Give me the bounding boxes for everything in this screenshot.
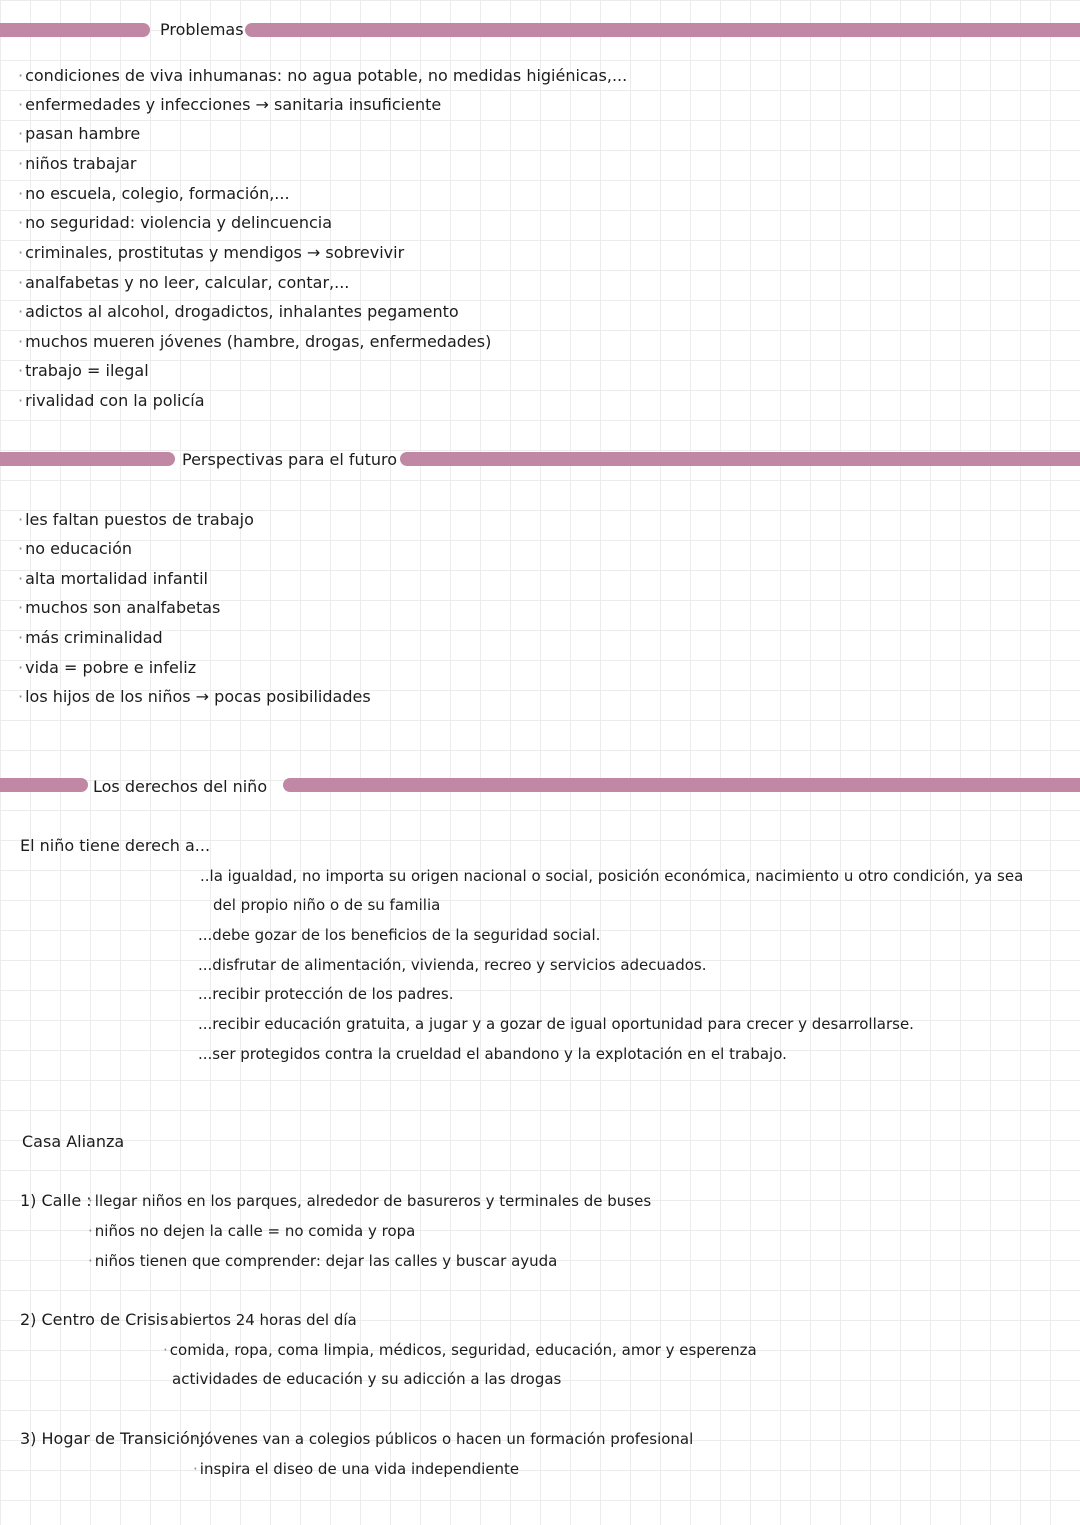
section-title-derechos: Los derechos del niño <box>93 777 268 796</box>
list-item: · analfabetas y no leer, calcular, contar,... <box>18 273 349 293</box>
list-item: · no escuela, colegio, formación,... <box>18 184 290 204</box>
list-item: · comida, ropa, coma limpia, médicos, seguridad, educación, amor y esperenza <box>163 1340 757 1360</box>
list-item: · inspira el diseo de una vida independiente <box>193 1459 519 1479</box>
list-item: · adictos al alcohol, drogadictos, inhalantes pegamento <box>18 302 459 322</box>
list-item: del propio niño o de su familia <box>213 896 441 914</box>
list-item: ...ser protegidos contra la crueldad el abandono y la explotación en el trabajo. <box>198 1045 787 1063</box>
list-item: actividades de educación y su adicción a las drogas <box>172 1370 562 1388</box>
list-item: · pasan hambre <box>18 124 140 144</box>
list-item: · niños tienen que comprender: dejar las calles y buscar ayuda <box>88 1251 557 1271</box>
list-item: · no educación <box>18 539 132 559</box>
list-item: · muchos son analfabetas <box>18 598 220 618</box>
list-item: · muchos mueren jóvenes (hambre, drogas, enfermedades) <box>18 332 491 352</box>
list-item: ...recibir protección de los padres. <box>198 985 454 1003</box>
list-item: · les faltan puestos de trabajo <box>18 510 254 530</box>
section-bar-right <box>283 778 1080 792</box>
hogar-label: 3) Hogar de Transición: <box>20 1429 206 1448</box>
section-bar-left <box>0 452 175 466</box>
list-item: ...recibir educación gratuita, a jugar y a gozar de igual oportunidad para crecer y desarrollarse. <box>198 1015 914 1033</box>
derechos-intro: El niño tiene derech a... <box>20 836 211 855</box>
list-item: · los hijos de los niños → pocas posibilidades <box>18 687 371 707</box>
calle-label: 1) Calle : <box>20 1191 92 1210</box>
casa-alianza-title: Casa Alianza <box>22 1132 125 1151</box>
list-item: · enfermedades y infecciones → sanitaria insuficiente <box>18 95 441 115</box>
list-item: · llegar niños en los parques, alrededor de basureros y terminales de buses <box>88 1191 651 1211</box>
list-item: ...disfrutar de alimentación, vivienda, recreo y servicios adecuados. <box>198 956 707 974</box>
list-item: · niños no dejen la calle = no comida y ropa <box>88 1221 415 1241</box>
section-bar-left <box>0 23 150 37</box>
section-title-problemas: Problemas <box>160 20 244 39</box>
list-item: · niños trabajar <box>18 154 136 174</box>
section-bar-left <box>0 778 88 792</box>
list-item: · criminales, prostitutas y mendigos → sobrevivir <box>18 243 404 263</box>
list-item: · rivalidad con la policía <box>18 391 205 411</box>
list-item: ..la igualdad, no importa su origen nacional o social, posición económica, nacimiento u otro condición, ya sea <box>200 867 1024 885</box>
list-item: · abiertos 24 horas del día <box>163 1310 357 1330</box>
list-item: · jóvenes van a colegios públicos o hacen un formación profesional <box>193 1429 693 1449</box>
list-item: · no seguridad: violencia y delincuencia <box>18 213 332 233</box>
list-item: · trabajo = ilegal <box>18 361 149 381</box>
list-item: · condiciones de viva inhumanas: no agua potable, no medidas higiénicas,... <box>18 66 627 86</box>
list-item: · más criminalidad <box>18 628 163 648</box>
list-item: ...debe gozar de los beneficios de la seguridad social. <box>198 926 601 944</box>
list-item: · vida = pobre e infeliz <box>18 658 196 678</box>
section-bar-right <box>400 452 1080 466</box>
list-item: · alta mortalidad infantil <box>18 569 208 589</box>
section-title-perspectivas: Perspectivas para el futuro <box>182 450 398 469</box>
centro-label: 2) Centro de Crisis . <box>20 1310 179 1329</box>
section-bar-right <box>245 23 1080 37</box>
